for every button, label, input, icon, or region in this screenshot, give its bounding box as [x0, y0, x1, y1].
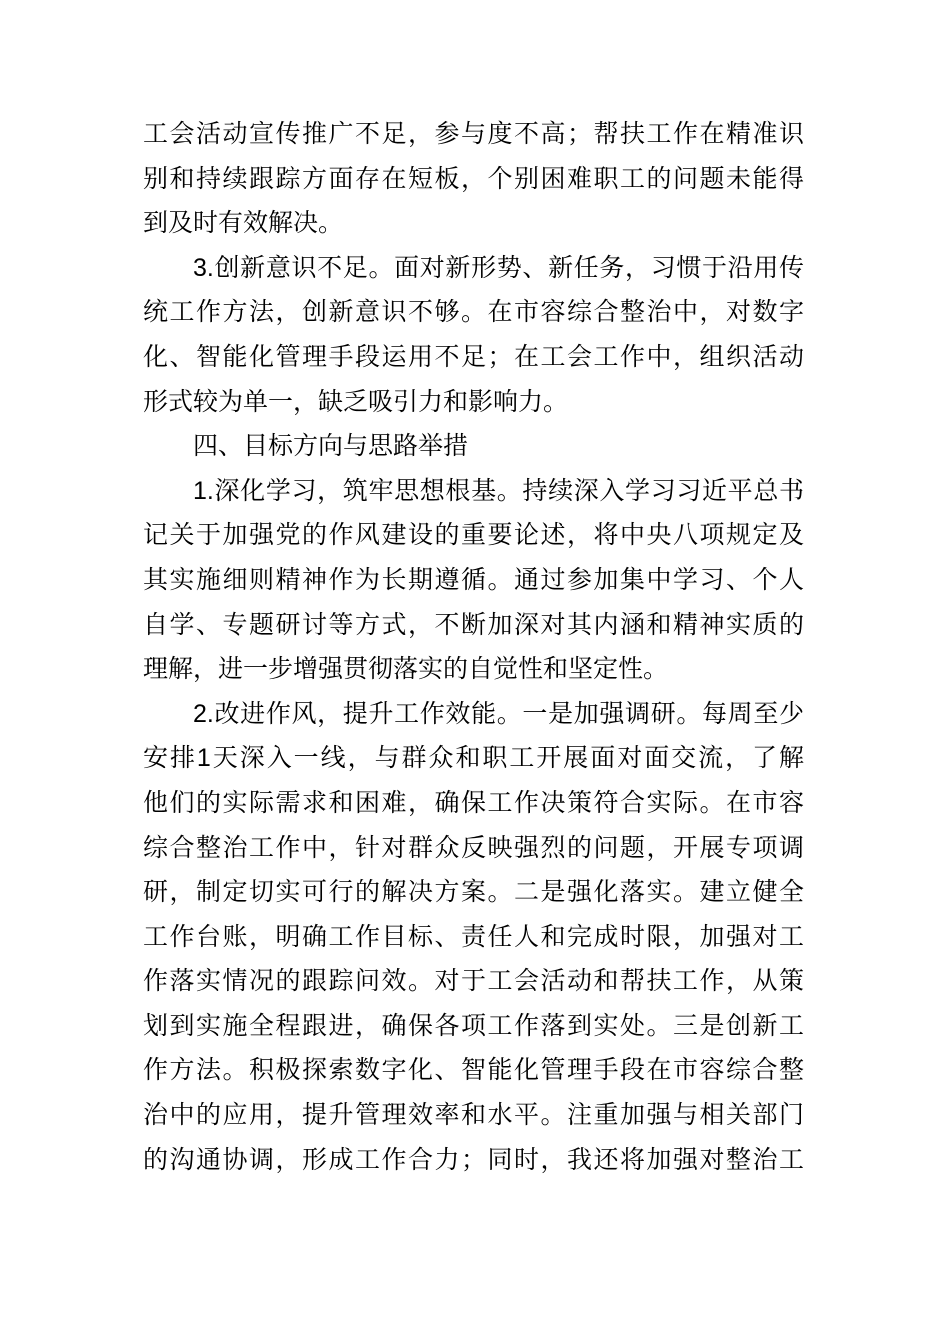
text-line: 记关于加强党的作风建设的重要论述，将中央八项规定及	[143, 521, 804, 550]
text-line: 作落实情况的跟踪问效。对于工会活动和帮扶工作，从策	[143, 967, 804, 996]
para-measure-2	[143, 692, 804, 1183]
text-line: 研，制定切实可行的解决方案。二是强化落实。建立健全	[143, 878, 804, 907]
text-line: 自学、专题研讨等方式，不断加深对其内涵和精神实质的	[143, 610, 804, 639]
text-line: 形式较为单一，缺乏吸引力和影响力。	[143, 387, 569, 416]
text-line: 安排1天深入一线，与群众和职工开展面对面交流，了解	[143, 744, 804, 773]
text-line: 化、智能化管理手段运用不足；在工会工作中，组织活动	[143, 342, 804, 371]
para-shortcoming-2-continued	[143, 112, 804, 246]
text-line: 2.改进作风，提升工作效能。一是加强调研。每周至少	[193, 699, 804, 728]
text-line: 1.深化学习，筑牢思想根基。持续深入学习习近平总书	[193, 476, 804, 505]
text-line: 别和持续跟踪方面存在短板，个别困难职工的问题未能得	[143, 164, 804, 193]
text-line: 他们的实际需求和困难，确保工作决策符合实际。在市容	[143, 788, 804, 817]
text-line: 工会活动宣传推广不足，参与度不高；帮扶工作在精准识	[143, 120, 804, 148]
text-line: 综合整治工作中，针对群众反映强烈的问题，开展专项调	[143, 833, 804, 862]
text-line: 作方法。积极探索数字化、智能化管理手段在市容综合整	[143, 1056, 804, 1085]
para-shortcoming-3	[143, 246, 804, 424]
text-line: 工作台账，明确工作目标、责任人和完成时限，加强对工	[143, 922, 804, 951]
text-line: 理解，进一步增强贯彻落实的自觉性和坚定性。	[143, 655, 669, 684]
text-line: 的沟通协调，形成工作合力；同时，我还将加强对整治工	[143, 1145, 804, 1174]
para-measure-1	[143, 469, 804, 692]
text-line: 四、目标方向与思路举措	[193, 432, 469, 461]
heading-section-4	[143, 424, 804, 469]
text-line: 统工作方法，创新意识不够。在市容综合整治中，对数字	[143, 298, 804, 327]
text-line: 划到实施全程跟进，确保各项工作落到实处。三是创新工	[143, 1011, 804, 1040]
text-line: 其实施细则精神作为长期遵循。通过参加集中学习、个人	[143, 565, 804, 594]
text-line: 3.创新意识不足。面对新形势、新任务，习惯于沿用传	[193, 253, 804, 282]
document-text-block	[143, 112, 804, 1182]
text-line: 到及时有效解决。	[143, 209, 344, 238]
text-line: 治中的应用，提升管理效率和水平。注重加强与相关部门	[143, 1101, 804, 1130]
